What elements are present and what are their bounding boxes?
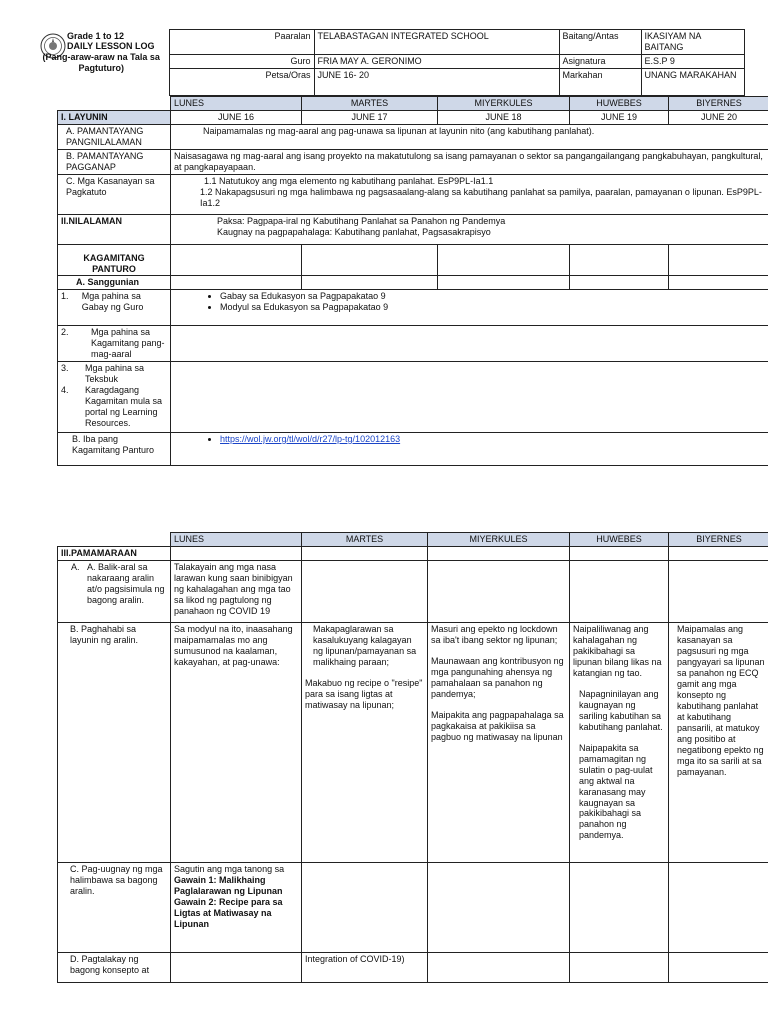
- asignatura-label: Asignatura: [559, 54, 641, 68]
- paaralan-label: Paaralan: [169, 30, 314, 55]
- pamantayang-pagganap-text: Naisasagawa ng mag-aaral ang isang proyekto na makatutulong sa isang pamayanan o sektor sa pangangailangang pangkabuhayan, pangkultural, at pangkapayapaan.: [171, 149, 768, 174]
- row-label: 2. Mga pahina sa Kagamitang pang-mag-aaral: [58, 325, 171, 361]
- kasanayan-text: 1.1 Natutukoy ang mga elemento ng kabutihang panlahat. EsP9PL-Ia1.1 1.2 Nakapagsusuri ng mga halimbawa ng pagsasaalang-alang sa kabutihang panlahat sa pamilya, paaralan, pamayanan o lipunan. EsP9PL-Ia1.2: [171, 174, 768, 214]
- gabay-list: [171, 289, 768, 325]
- layunin-heading: I. LAYUNIN: [58, 110, 171, 124]
- row-label: C. Pag-uugnay ng mga halimbawa sa bagong aralin.: [58, 862, 171, 952]
- layunin-table: [57, 96, 768, 466]
- day-header: BIYERNES: [669, 533, 768, 547]
- row-label: D. Pagtalakay ng bagong konsepto at: [58, 952, 171, 982]
- paghahabi-biyernes: Maipamalas ang kasanayan sa pagsusuri ng mga pangyayari sa lipunan sa panahon ng ECQ gamit ang mga konsepto ng kabutihang panlahat at kabutihang pansarili, at matukoy ang positibo at negatibong epekto ng mga ito sa sarili at sa pamayanan.: [669, 622, 768, 862]
- sanggunian-heading: A. Sanggunian: [58, 275, 171, 289]
- paaralan-value: TELABASTAGAN INTEGRATED SCHOOL: [314, 30, 559, 55]
- kagamitan-heading: KAGAMITANG PANTURO: [58, 244, 171, 275]
- paghahabi-miyerkules: Masuri ang epekto ng lockdown sa iba't ibang sektor ng lipunan; Maunawaan ang kontribusyon ng mga pangunahing ahensya ng pamahalaan sa panahon ng pandemya; Maipakita ang pagpapahalaga sa pagkakaisa at pakikiisa sa pagbuo ng matiwasay na lipunan: [428, 622, 570, 862]
- row-label: A. A. Balik-aral sa nakaraang aralin at/o pagsisimula ng bagong aralin.: [58, 560, 171, 622]
- asignatura-value: E.S.P 9: [641, 54, 744, 68]
- day-header: BIYERNES: [669, 97, 768, 111]
- row-label: B. Paghahabi sa layunin ng aralin.: [58, 622, 171, 862]
- day-header: HUWEBES: [570, 533, 669, 547]
- resource-link[interactable]: https://wol.jw.org/tl/wol/d/r27/lp-tg/102012163: [220, 433, 401, 444]
- pag-uugnay-lunes: Sagutin ang mga tanong sa Gawain 1: Malikhaing Paglalarawan ng Lipunan Gawain 2: Recipe para sa Ligtas at Matiwasay na Lipunan: [171, 862, 302, 952]
- row-label: B. Iba pang Kagamitang Panturo: [58, 432, 171, 465]
- pamamaraan-heading: III.PAMAMARAAN: [58, 546, 171, 560]
- row-label: 3. Mga pahina sa Teksbuk 4. Karagdagang Kagamitan mula sa portal ng Learning Resources.: [58, 361, 171, 432]
- date-cell: JUNE 19: [570, 110, 669, 124]
- header-title: Grade 1 to 12 DAILY LESSON LOG (Pang-araw-araw na Tala sa Pagtuturo): [42, 30, 160, 74]
- date-cell: JUNE 20: [669, 110, 768, 124]
- day-header: MIYERKULES: [428, 533, 570, 547]
- row-label: A. PAMANTAYANG PANGNILALAMAN: [58, 124, 171, 149]
- paghahabi-huwebes: Naipaliliwanag ang kahalagahan ng pakikibahagi sa lipunan bilang likas na katangian ng tao. Napagninilayan ang kaugnayan ng sariling kabutihan sa kabutihang panlahat. Naipapakita sa pamamagitan ng sulatin o pag-uulat ang aktwal na karanasang may kaugnayan sa pakikibahagi sa panahon ng pandemya.: [570, 622, 669, 862]
- date-cell: JUNE 18: [438, 110, 570, 124]
- nilalaman-heading: II.NILALAMAN: [58, 214, 171, 244]
- paghahabi-lunes: Sa modyul na ito, inaasahang maipamamalas mo ang sumusunod na kaalaman, kakayahan, at pag-unawa:: [171, 622, 302, 862]
- day-header: MARTES: [302, 533, 428, 547]
- date-cell: JUNE 17: [302, 110, 438, 124]
- row-label: B. PAMANTAYANG PAGGANAP: [58, 149, 171, 174]
- day-header: MIYERKULES: [438, 97, 570, 111]
- day-header: HUWEBES: [570, 97, 669, 111]
- pamantayang-pangnilalaman-text: Naipamamalas ng mag-aaral ang pag-unawa sa lipunan at layunin nito (ang kabutihang panlahat).: [171, 124, 768, 149]
- paghahabi-martes: Makapaglarawan sa kasalukuyang kalagayan ng lipunan/pamayanan sa malikhaing paraan; Makabuo ng recipe o "resipe" para sa isang ligtas at matiwasay na lipunan;: [302, 622, 428, 862]
- petsa-value: JUNE 16- 20: [314, 68, 559, 95]
- guro-label: Guro: [169, 54, 314, 68]
- header-table: [36, 29, 745, 96]
- pamamaraan-table: [57, 532, 768, 983]
- iba-kagamitan: [171, 432, 768, 465]
- day-header: LUNES: [171, 533, 302, 547]
- row-label: 1. Mga pahina sa Gabay ng Guro: [58, 289, 171, 325]
- day-header: MARTES: [302, 97, 438, 111]
- guro-value: FRIA MAY A. GERONIMO: [314, 54, 559, 68]
- date-cell: JUNE 16: [171, 110, 302, 124]
- petsa-label: Petsa/Oras: [169, 68, 314, 95]
- day-header: LUNES: [171, 97, 302, 111]
- pagtalakay-martes: Integration of COVID-19): [302, 952, 428, 982]
- baitang-label: Baitang/Antas: [559, 30, 641, 55]
- markahan-value: UNANG MARAKAHAN: [641, 68, 744, 95]
- baitang-value: IKASIYAM NA BAITANG: [641, 30, 744, 55]
- markahan-label: Markahan: [559, 68, 641, 95]
- row-label: C. Mga Kasanayan sa Pagkatuto: [58, 174, 171, 214]
- list-item: • Gabay sa Edukasyon sa Pagpapakatao 9: [220, 291, 766, 302]
- list-item: • Modyul sa Edukasyon sa Pagpapakatao 9: [220, 302, 766, 313]
- balik-aral-lunes: Talakayain ang mga nasa larawan kung saan binibigyan ng kahalagahan ang mga tao sa likod ng pagtulong ng panahaon ng COVID 19: [171, 560, 302, 622]
- nilalaman-text: Paksa: Pagpapa-iral ng Kabutihang Panlahat sa Panahon ng Pandemya Kaugnay na pagpapahalaga: Kabutihang panlahat, Pagsasakrapisyo: [171, 214, 768, 244]
